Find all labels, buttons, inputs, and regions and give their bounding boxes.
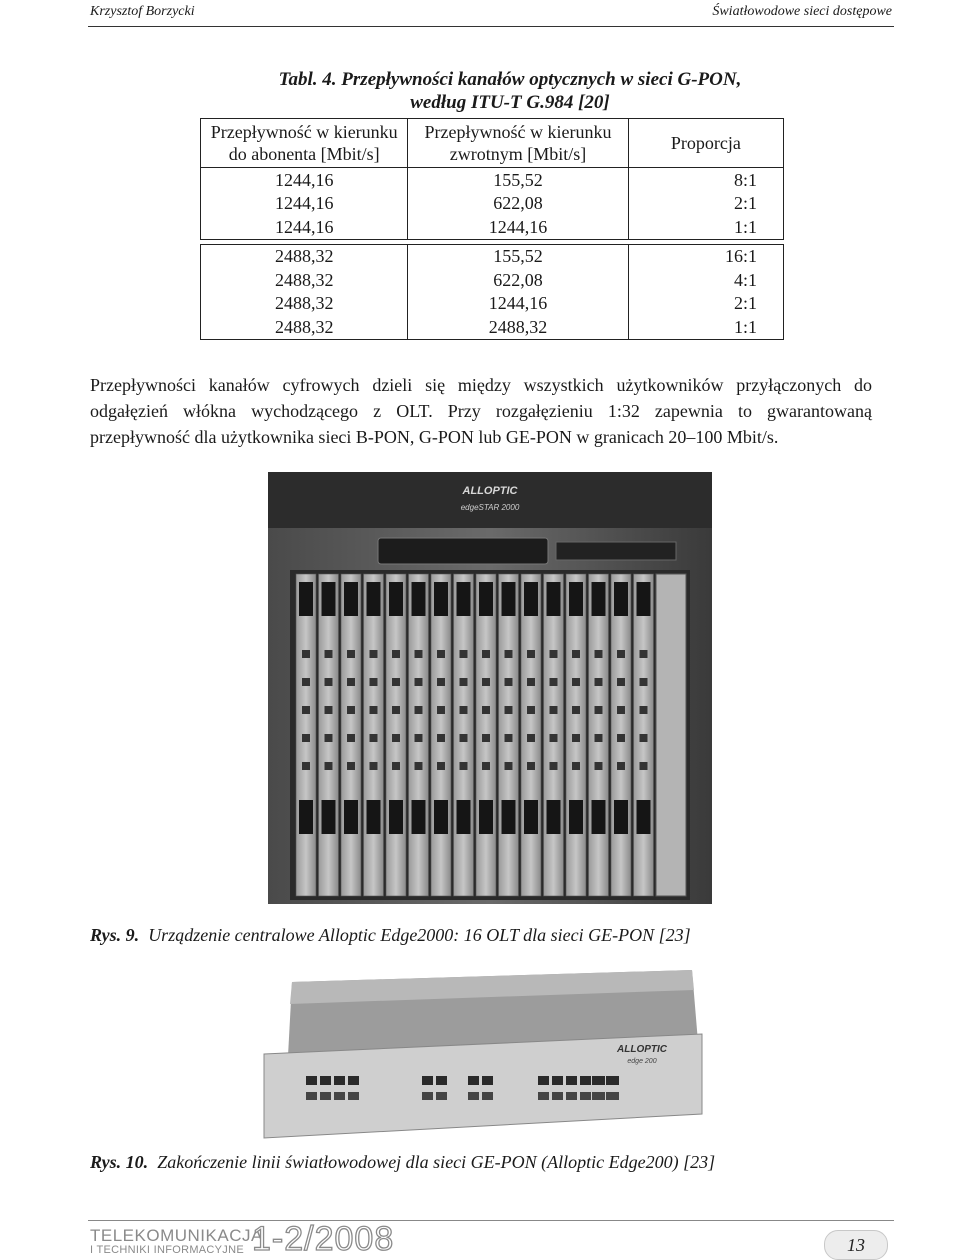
card-handle-top — [322, 582, 336, 616]
card-handle-bottom — [434, 800, 448, 834]
card-port — [347, 734, 355, 742]
header-downstream-line2: do abonenta [Mbit/s] — [228, 144, 380, 164]
card-port — [595, 650, 603, 658]
card-handle-top — [524, 582, 538, 616]
card-handle-top — [389, 582, 403, 616]
card-port — [460, 734, 468, 742]
ethernet-port — [538, 1076, 549, 1085]
card-port — [527, 678, 535, 686]
card-port — [415, 734, 423, 742]
card-port — [527, 650, 535, 658]
card-handle-top — [614, 582, 628, 616]
card-port — [347, 650, 355, 658]
card-port — [550, 706, 558, 714]
sfp-port — [482, 1092, 493, 1100]
card-port — [550, 734, 558, 742]
table-row — [201, 215, 784, 239]
card-port — [392, 706, 400, 714]
card-port — [302, 734, 310, 742]
card-port — [640, 650, 648, 658]
card-handle-bottom — [524, 800, 538, 834]
cell-ratio: 2:1 — [628, 292, 783, 316]
card-port — [370, 734, 378, 742]
paragraph-line: przepływność dla użytkownika sieci B-PON, G-PON lub GE-PON w granicach 20–100 Mbit/s. — [90, 427, 779, 447]
edge2000-photo — [266, 470, 714, 906]
sfp-port — [552, 1092, 563, 1100]
card-port — [550, 678, 558, 686]
table-row — [201, 192, 784, 216]
card-port — [460, 678, 468, 686]
card-port — [325, 762, 333, 770]
card-port — [572, 762, 580, 770]
card-port — [640, 762, 648, 770]
status-panel — [378, 538, 548, 564]
card-handle-bottom — [502, 800, 516, 834]
cell-downstream: 2488,32 — [201, 315, 408, 339]
header-upstream — [408, 119, 628, 168]
cell-ratio: 8:1 — [628, 168, 783, 192]
figure10-caption — [90, 1152, 715, 1173]
cell-upstream: 622,08 — [408, 268, 628, 292]
card-port — [482, 734, 490, 742]
card-port — [370, 650, 378, 658]
header-upstream-line1: Przepływność w kierunku — [424, 122, 612, 142]
cell-upstream: 2488,32 — [408, 315, 628, 339]
sfp-port — [566, 1092, 577, 1100]
sfp-port — [606, 1092, 617, 1100]
card-port — [370, 678, 378, 686]
ethernet-port — [436, 1076, 447, 1085]
card-port — [617, 762, 625, 770]
card-port — [617, 678, 625, 686]
header-ratio: Proporcja — [628, 119, 783, 168]
edge200-photo — [262, 964, 706, 1146]
card-port — [505, 678, 513, 686]
card-handle-top — [569, 582, 583, 616]
card-port — [392, 650, 400, 658]
table-caption-line2: według ITU-T G.984 [20] — [410, 92, 610, 113]
table-caption-line1: Tabl. 4. Przepływności kanałów optycznych w sieci G-PON, — [278, 69, 742, 90]
device-brand: ALLOPTIC — [462, 485, 518, 497]
figure9-text: Urządzenie centralowe Alloptic Edge2000: 16 OLT dla sieci GE-PON [23] — [148, 925, 691, 945]
card-handle-bottom — [367, 800, 381, 834]
sfp-port — [422, 1092, 433, 1100]
card-port — [617, 734, 625, 742]
card-port — [572, 734, 580, 742]
card-port — [302, 762, 310, 770]
card-port — [392, 678, 400, 686]
card-port — [572, 706, 580, 714]
card-port — [595, 678, 603, 686]
card-handle-top — [547, 582, 561, 616]
sfp-port — [580, 1092, 591, 1100]
card-handle-bottom — [637, 800, 651, 834]
device-model: edgeSTAR 2000 — [460, 503, 520, 512]
card-port — [325, 734, 333, 742]
magazine-name-line2: I TECHNIKI INFORMACYJNE — [90, 1244, 244, 1256]
card-port — [437, 706, 445, 714]
cell-ratio: 16:1 — [628, 244, 783, 268]
cell-downstream: 1244,16 — [201, 215, 408, 239]
card-handle-top — [412, 582, 426, 616]
cell-upstream: 1244,16 — [408, 292, 628, 316]
sfp-port — [334, 1092, 345, 1100]
table-row — [201, 268, 784, 292]
card-port — [640, 706, 648, 714]
cell-upstream: 1244,16 — [408, 215, 628, 239]
cell-ratio: 1:1 — [628, 215, 783, 239]
card-port — [550, 762, 558, 770]
magazine-name-line1: TELEKOMUNIKACJA — [90, 1226, 263, 1245]
card-port — [392, 734, 400, 742]
card-port — [595, 762, 603, 770]
table-row — [201, 168, 784, 192]
gpon-rate-table — [200, 118, 784, 340]
card-handle-bottom — [592, 800, 606, 834]
ethernet-port — [306, 1076, 317, 1085]
ethernet-port — [468, 1076, 479, 1085]
cell-downstream: 2488,32 — [201, 244, 408, 268]
footer-divider — [88, 1220, 894, 1221]
card-port — [505, 762, 513, 770]
card-port — [527, 762, 535, 770]
card-port — [437, 734, 445, 742]
card-port — [572, 678, 580, 686]
card-handle-top — [434, 582, 448, 616]
card-port — [572, 650, 580, 658]
sfp-port — [468, 1092, 479, 1100]
card-port — [325, 650, 333, 658]
ethernet-port — [482, 1076, 493, 1085]
card-handle-top — [479, 582, 493, 616]
table-row — [201, 315, 784, 339]
ethernet-port — [580, 1076, 591, 1085]
page-number: 13 — [824, 1230, 888, 1260]
card-port — [617, 706, 625, 714]
card-port — [302, 678, 310, 686]
figure9-label: Rys. 9. — [90, 925, 140, 945]
unit-model: edge 200 — [627, 1058, 657, 1065]
running-header-title: Światłowodowe sieci dostępowe — [712, 4, 892, 19]
card-port — [640, 734, 648, 742]
card-port — [505, 650, 513, 658]
header-downstream — [201, 119, 408, 168]
card-handle-bottom — [322, 800, 336, 834]
cell-downstream: 1244,16 — [201, 192, 408, 216]
card-handle-bottom — [569, 800, 583, 834]
card-port — [325, 706, 333, 714]
sfp-port — [306, 1092, 317, 1100]
card-port — [482, 706, 490, 714]
fan-panel — [556, 542, 676, 560]
table-row — [201, 292, 784, 316]
cell-upstream: 155,52 — [408, 244, 628, 268]
card-handle-bottom — [479, 800, 493, 834]
header-upstream-line2: zwrotnym [Mbit/s] — [449, 144, 587, 164]
card-port — [527, 734, 535, 742]
card-port — [347, 678, 355, 686]
card-port — [392, 762, 400, 770]
cell-ratio: 1:1 — [628, 315, 783, 339]
card-port — [527, 706, 535, 714]
card-port — [617, 650, 625, 658]
cell-downstream: 2488,32 — [201, 292, 408, 316]
ethernet-port — [552, 1076, 563, 1085]
card-handle-bottom — [299, 800, 313, 834]
card-port — [505, 706, 513, 714]
card-port — [325, 678, 333, 686]
card-port — [437, 678, 445, 686]
ethernet-port — [348, 1076, 359, 1085]
card-port — [550, 650, 558, 658]
card-port — [482, 762, 490, 770]
card-port — [347, 706, 355, 714]
body-paragraph — [90, 372, 872, 450]
sfp-port — [436, 1092, 447, 1100]
card-port — [302, 650, 310, 658]
sfp-port — [592, 1092, 603, 1100]
table-caption — [150, 68, 870, 114]
card-handle-bottom — [389, 800, 403, 834]
card-port — [415, 706, 423, 714]
cell-downstream: 1244,16 — [201, 168, 408, 192]
ethernet-port — [566, 1076, 577, 1085]
running-header-author: Krzysztof Borzycki — [90, 4, 195, 19]
card-port — [370, 762, 378, 770]
card-handle-bottom — [412, 800, 426, 834]
figure10-label: Rys. 10. — [90, 1152, 149, 1172]
card-handle-top — [344, 582, 358, 616]
card-handle-bottom — [547, 800, 561, 834]
ethernet-port — [320, 1076, 331, 1085]
ethernet-port — [592, 1076, 603, 1085]
card-port — [415, 650, 423, 658]
paragraph-line: odgałęzień włókna wychodzącego z OLT. Przy rozgałęzieniu 1:32 zapewnia to gwarantowaną — [90, 401, 872, 421]
cell-downstream: 2488,32 — [201, 268, 408, 292]
card-port — [460, 706, 468, 714]
card-handle-bottom — [614, 800, 628, 834]
card-port — [347, 762, 355, 770]
unit-brand: ALLOPTIC — [617, 1044, 667, 1055]
paragraph-line: Przepływności kanałów cyfrowych dzieli się między wszystkich użytkowników przyłączonych do — [90, 375, 872, 395]
card-handle-top — [457, 582, 471, 616]
card-handle-bottom — [344, 800, 358, 834]
card-port — [370, 706, 378, 714]
figure9-caption — [90, 925, 691, 946]
card-handle-top — [299, 582, 313, 616]
card-port — [437, 650, 445, 658]
card-handle-bottom — [457, 800, 471, 834]
controller-card — [656, 574, 686, 896]
card-port — [482, 678, 490, 686]
figure10-text: Zakończenie linii światłowodowej dla sieci GE-PON (Alloptic Edge200) [23] — [157, 1152, 716, 1172]
card-port — [415, 762, 423, 770]
sfp-port — [348, 1092, 359, 1100]
issue-number: 1-2/2008 — [252, 1220, 395, 1258]
ethernet-port — [606, 1076, 617, 1085]
card-port — [302, 706, 310, 714]
cell-upstream: 622,08 — [408, 192, 628, 216]
table-header-row — [201, 119, 784, 168]
card-port — [482, 650, 490, 658]
card-port — [640, 678, 648, 686]
card-port — [595, 706, 603, 714]
sfp-port — [538, 1092, 549, 1100]
sfp-port — [320, 1092, 331, 1100]
ethernet-port — [334, 1076, 345, 1085]
ethernet-port — [422, 1076, 433, 1085]
card-port — [595, 734, 603, 742]
card-port — [505, 734, 513, 742]
card-handle-top — [502, 582, 516, 616]
card-handle-top — [367, 582, 381, 616]
chassis-top-panel — [268, 472, 712, 528]
header-downstream-line1: Przepływność w kierunku — [210, 122, 398, 142]
card-port — [460, 650, 468, 658]
cell-ratio: 2:1 — [628, 192, 783, 216]
card-port — [437, 762, 445, 770]
card-handle-top — [637, 582, 651, 616]
card-port — [460, 762, 468, 770]
card-handle-top — [592, 582, 606, 616]
card-port — [415, 678, 423, 686]
cell-ratio: 4:1 — [628, 268, 783, 292]
header-divider — [88, 26, 894, 27]
table-row — [201, 244, 784, 268]
cell-upstream: 155,52 — [408, 168, 628, 192]
